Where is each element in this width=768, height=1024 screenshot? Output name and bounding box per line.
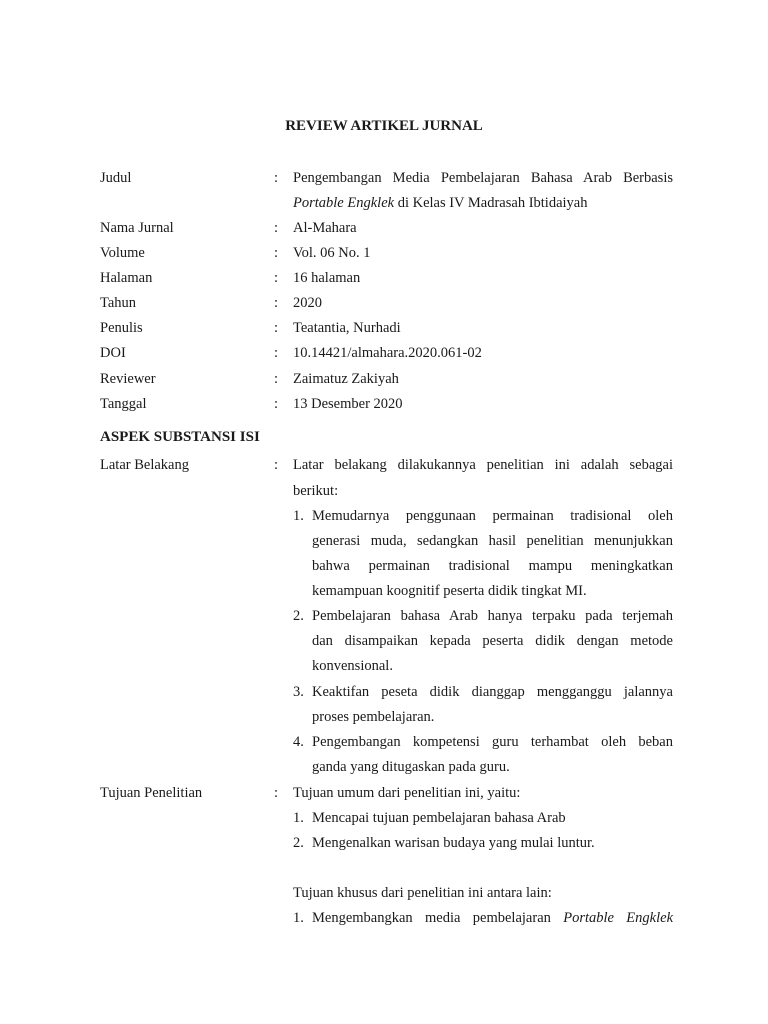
value-volume: Vol. 06 No. 1 bbox=[293, 245, 371, 261]
info-row-doi bbox=[100, 345, 673, 365]
colon: : bbox=[274, 396, 279, 412]
list-item-text: bahwa permainan tradisional mampu meningkatkan bbox=[312, 558, 673, 574]
label-penulis: Penulis bbox=[100, 320, 143, 336]
info-row-nama-jurnal bbox=[100, 220, 673, 240]
value-judul-line1: Pengembangan Media Pembelajaran Bahasa Arab Berbasis bbox=[293, 170, 673, 186]
list-item-number: 1. bbox=[293, 910, 304, 926]
document-title: REVIEW ARTIKEL JURNAL bbox=[285, 118, 483, 134]
list-item-text: generasi muda, sedangkan hasil penelitian menunjukkan bbox=[312, 533, 673, 549]
list-item-number: 1. bbox=[293, 810, 304, 826]
khusus-item1-text: Mengembangkan media pembelajaran bbox=[312, 910, 551, 926]
tujuan-umum-intro: Tujuan umum dari penelitian ini, yaitu: bbox=[293, 785, 521, 801]
list-item-number: 4. bbox=[293, 734, 304, 750]
list-item-text: Mencapai tujuan pembelajaran bahasa Arab bbox=[312, 810, 566, 826]
list-item-text: ganda yang ditugaskan pada guru. bbox=[312, 759, 510, 775]
section-heading: ASPEK SUBSTANSI ISI bbox=[100, 429, 260, 445]
colon: : bbox=[274, 457, 279, 473]
list-item-text: Keaktifan peseta didik dianggap mengganggu jalannya bbox=[312, 684, 673, 700]
value-tahun: 2020 bbox=[293, 295, 322, 311]
value-tanggal: 13 Desember 2020 bbox=[293, 396, 403, 412]
list-item-text: konvensional. bbox=[312, 658, 393, 674]
list-item-text: Pengembangan kompetensi guru terhambat oleh beban bbox=[312, 734, 673, 750]
label-tahun: Tahun bbox=[100, 295, 137, 311]
value-nama-jurnal: Al-Mahara bbox=[293, 220, 357, 236]
colon: : bbox=[274, 785, 279, 801]
latar-row bbox=[100, 457, 673, 477]
list-item-text: dan disampaikan kepada peserta didik dengan metode bbox=[312, 633, 673, 649]
colon: : bbox=[274, 245, 279, 261]
colon: : bbox=[274, 345, 279, 361]
value-halaman: 16 halaman bbox=[293, 270, 361, 286]
info-row-judul-cont bbox=[100, 195, 673, 215]
info-row-halaman bbox=[100, 270, 673, 290]
colon: : bbox=[274, 295, 279, 311]
label-halaman: Halaman bbox=[100, 270, 153, 286]
tujuan-khusus-intro: Tujuan khusus dari penelitian ini antara lain: bbox=[293, 885, 552, 901]
list-item-number: 1. bbox=[293, 508, 304, 524]
latar-intro-line1: Latar belakang dilakukannya penelitian ini adalah sebagai bbox=[293, 457, 673, 473]
label-judul: Judul bbox=[100, 170, 132, 186]
value-reviewer: Zaimatuz Zakiyah bbox=[293, 371, 399, 387]
khusus-item1-italic: Portable Engklek bbox=[563, 910, 673, 926]
info-row-tahun bbox=[100, 295, 673, 315]
label-tanggal: Tanggal bbox=[100, 396, 147, 412]
list-item-text bbox=[312, 910, 673, 927]
colon: : bbox=[274, 371, 279, 387]
list-item-number: 2. bbox=[293, 608, 304, 624]
info-row-penulis bbox=[100, 320, 673, 340]
value-penulis: Teatantia, Nurhadi bbox=[293, 320, 401, 336]
info-row-tanggal bbox=[100, 396, 673, 416]
latar-intro-line2: berikut: bbox=[293, 483, 339, 499]
label-tujuan-penelitian: Tujuan Penelitian bbox=[100, 785, 203, 801]
value-judul-line2 bbox=[293, 195, 673, 212]
colon: : bbox=[274, 170, 279, 186]
label-volume: Volume bbox=[100, 245, 145, 261]
tujuan-row bbox=[100, 785, 673, 805]
judul-italic-term: Portable Engklek bbox=[293, 195, 395, 211]
list-item-text: Memudarnya penggunaan permainan tradisional oleh bbox=[312, 508, 673, 524]
info-row-volume bbox=[100, 245, 673, 265]
info-row-judul bbox=[100, 170, 673, 190]
colon: : bbox=[274, 220, 279, 236]
list-item-text: Mengenalkan warisan budaya yang mulai luntur. bbox=[312, 835, 595, 851]
list-item-text: kemampuan koognitif peserta didik tingkat MI. bbox=[312, 583, 587, 599]
label-latar-belakang: Latar Belakang bbox=[100, 457, 189, 473]
list-item-text: proses pembelajaran. bbox=[312, 709, 435, 725]
info-row-reviewer bbox=[100, 371, 673, 391]
colon: : bbox=[274, 320, 279, 336]
label-reviewer: Reviewer bbox=[100, 371, 156, 387]
list-item-number: 2. bbox=[293, 835, 304, 851]
list-item-number: 3. bbox=[293, 684, 304, 700]
colon: : bbox=[274, 270, 279, 286]
label-nama-jurnal: Nama Jurnal bbox=[100, 220, 174, 236]
value-doi: 10.14421/almahara.2020.061-02 bbox=[293, 345, 482, 361]
judul-line2-rest: di Kelas IV Madrasah Ibtidaiyah bbox=[394, 195, 588, 211]
list-item-text: Pembelajaran bahasa Arab hanya terpaku pada terjemah bbox=[312, 608, 673, 624]
label-doi: DOI bbox=[100, 345, 126, 361]
